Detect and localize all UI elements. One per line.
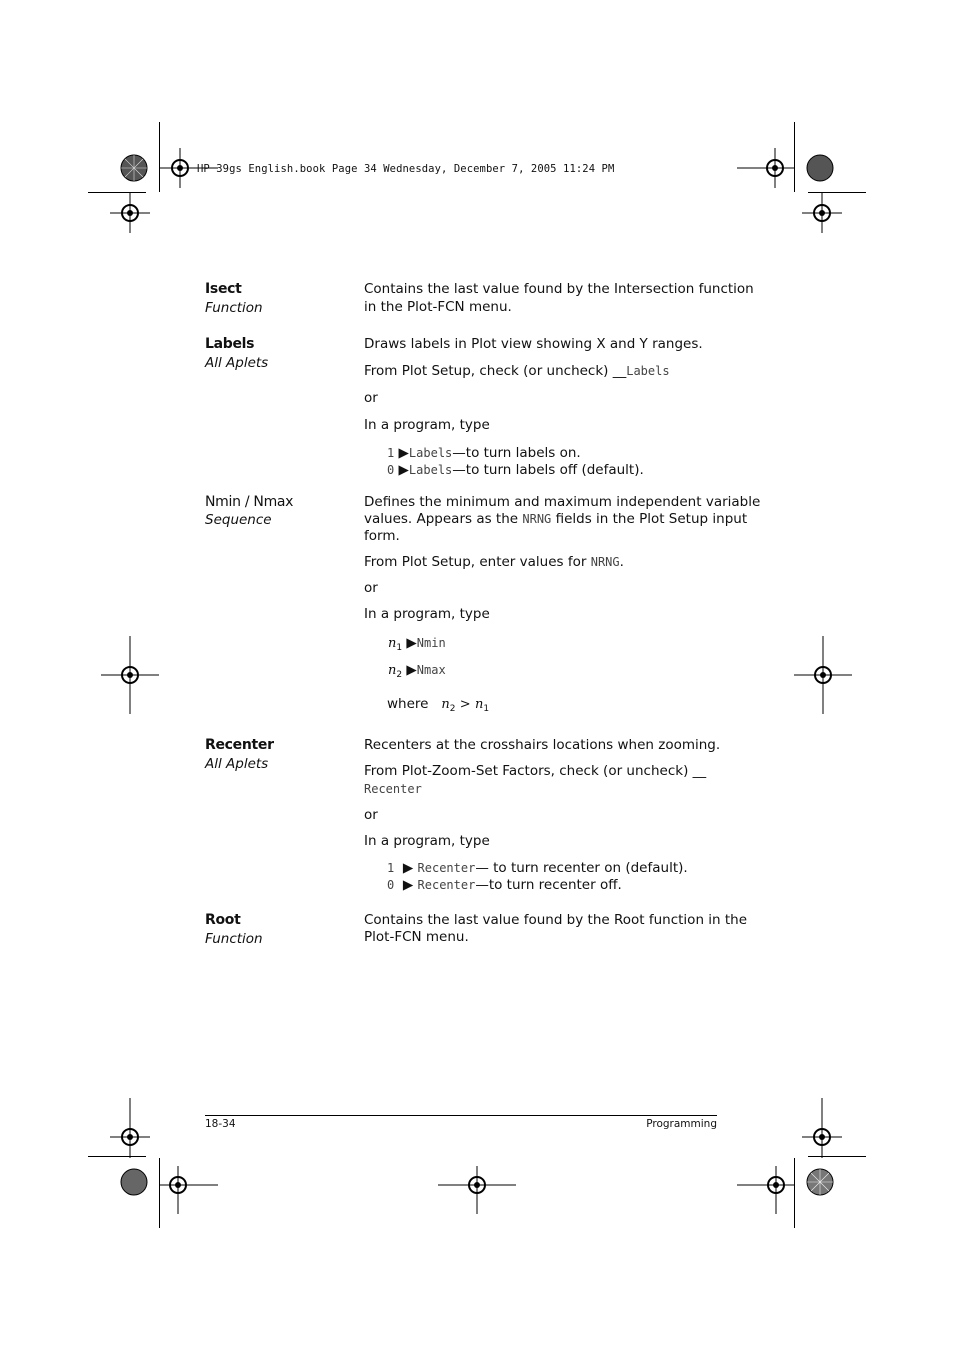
category-root: Function	[205, 931, 263, 947]
page-number: 18-34	[205, 1118, 236, 1130]
or-text: or	[364, 807, 378, 823]
term-isect: Isect	[205, 281, 242, 297]
registration-crosshair-icon	[438, 1166, 516, 1214]
registration-crosshair-icon	[101, 636, 159, 714]
triangle-right-icon: ▶	[402, 860, 414, 876]
color-target-icon	[806, 1168, 834, 1196]
registration-crosshair-icon	[802, 1098, 842, 1158]
triangle-right-icon: ▶	[398, 445, 409, 461]
gray-target-icon	[806, 154, 834, 182]
print-header: HP 39gs English.book Page 34 Wednesday, December 7, 2005 11:24 PM	[197, 163, 615, 175]
category-recenter: All Aplets	[205, 756, 269, 772]
code-line: 0 ▶Labels—to turn labels off (default).	[387, 462, 644, 478]
term-recenter: Recenter	[205, 737, 274, 753]
term-labels: Labels	[205, 336, 255, 352]
code-line: 1 ▶Labels—to turn labels on.	[387, 445, 581, 461]
desc-line: form.	[364, 528, 400, 544]
or-text: or	[364, 580, 378, 596]
desc-line: Contains the last value found by the Root function in the	[364, 912, 748, 928]
desc-line: values. Appears as the NRNG fields in the Plot Setup input	[364, 511, 748, 527]
triangle-right-icon: ▶	[406, 662, 417, 678]
code-line: 1 ▶ Recenter— to turn recenter on (default).	[387, 860, 688, 876]
triangle-right-icon: ▶	[402, 877, 414, 893]
desc-line: Recenters at the crosshairs locations when zooming.	[364, 737, 721, 753]
or-text: or	[364, 390, 378, 406]
triangle-right-icon: ▶	[406, 635, 417, 651]
where-condition: where $n_2 > n_1$	[387, 696, 490, 714]
registration-crosshair-icon	[110, 193, 150, 233]
category-labels: All Aplets	[205, 355, 269, 371]
gray-target-icon	[120, 1168, 148, 1196]
code-line: $n_2$ ▶Nmax	[388, 662, 446, 680]
desc-line: Contains the last value found by the Intersection function	[364, 281, 754, 297]
setup-code: Recenter	[364, 782, 422, 796]
footer-rule	[205, 1115, 717, 1116]
desc-line: in the Plot-FCN menu.	[364, 299, 512, 315]
triangle-right-icon: ▶	[398, 462, 409, 478]
color-target-icon	[120, 154, 148, 182]
chapter-name: Programming	[646, 1118, 717, 1130]
registration-crosshair-icon	[160, 1166, 218, 1214]
program-text: In a program, type	[364, 417, 490, 433]
setup-instruction: From Plot Setup, check (or uncheck) __Labels	[364, 363, 670, 379]
category-sequence: Sequence	[205, 512, 272, 528]
registration-crosshair-icon	[802, 193, 842, 233]
registration-crosshair-icon	[110, 1098, 150, 1158]
desc-line: Plot-FCN menu.	[364, 929, 469, 945]
registration-crosshair-icon	[737, 1166, 795, 1214]
category-isect: Function	[205, 300, 263, 316]
program-text: In a program, type	[364, 833, 490, 849]
setup-instruction: From Plot-Zoom-Set Factors, check (or uncheck) __	[364, 763, 707, 779]
desc-line: Defines the minimum and maximum independent variable	[364, 494, 761, 510]
desc-line: Draws labels in Plot view showing X and Y ranges.	[364, 336, 703, 352]
setup-instruction: From Plot Setup, enter values for NRNG.	[364, 554, 624, 570]
program-text: In a program, type	[364, 606, 490, 622]
term-root: Root	[205, 912, 241, 928]
registration-crosshair-icon	[794, 636, 852, 714]
registration-crosshair-icon	[737, 148, 795, 188]
code-line: 0 ▶ Recenter—to turn recenter off.	[387, 877, 622, 893]
term-nmin-nmax: Nmin / Nmax	[205, 494, 294, 510]
code-line: $n_1$ ▶Nmin	[388, 635, 446, 653]
